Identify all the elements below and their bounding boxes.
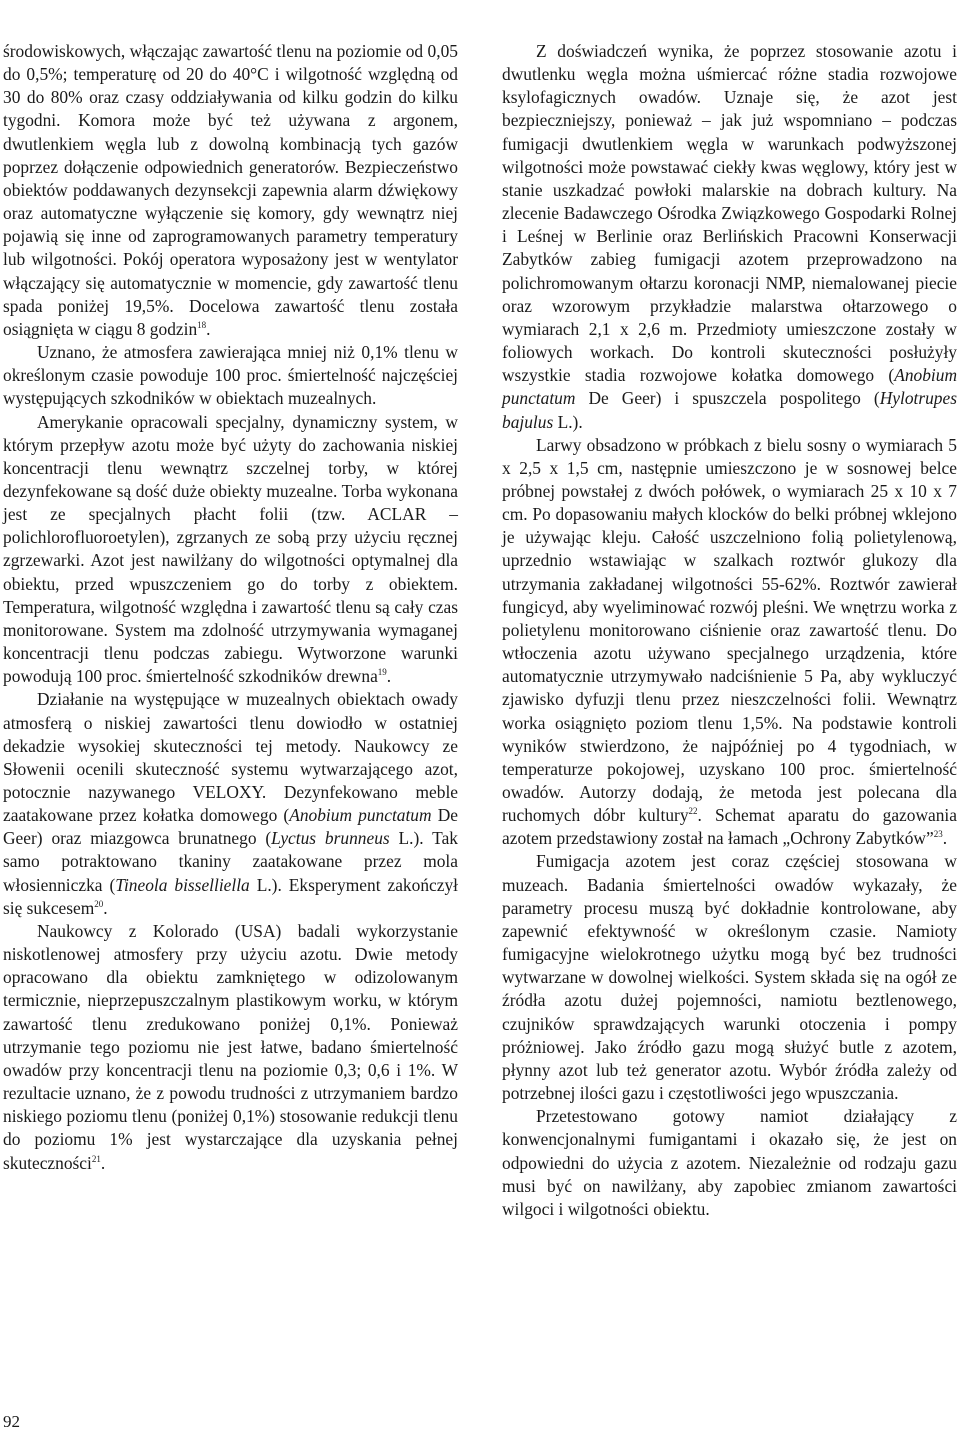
paragraph-text: . Schemat aparatu do gazowania azotem przedstawiony został na łamach „Ochrony Zabytków” xyxy=(502,805,957,849)
paragraph-text: De Geer) i spuszczela pospolitego ( xyxy=(575,388,880,409)
footnote-ref[interactable]: 23 xyxy=(933,829,943,840)
paragraph xyxy=(3,411,458,689)
left-column xyxy=(3,40,458,1175)
paragraph xyxy=(3,688,458,920)
paragraph-text: Przetestowano gotowy namiot działający z konwencjonalnymi fumigantami i okazało się, że jest on odpowiedni do użycia z azotem. Niezależnie od rodzaju gazu musi być on nawilżany, aby zapobiec zmianom zawartości wilgoci i wilgotności obiektu. xyxy=(502,1106,957,1219)
paragraph-text: . xyxy=(942,828,948,849)
footnote-ref[interactable]: 19 xyxy=(377,667,387,678)
paragraph-text: środowiskowych, włączając zawartość tlenu na poziomie od 0,05 do 0,5%; temperaturę od 20 do 40°C i wilgotność względną od 30 do 80% oraz czasy oddziaływania od kilku godzin do kilku tygodni. Komora może być też używana z argonem, dwutlenkiem węgla lub z dowolną kombinacją tych gazów poprzez dołączenie odpowiednich generatorów. Bezpieczeństwo obiektów poddawanych dezynsekcji zapewnia alarm dźwiękowy oraz automatyczne wyłączenie się komory, gdy wewnątrz niej pojawią się inne od zaprogramowanych parametry temperatury lub wilgotności. Pokój operatora wyposażony jest w wentylator włączający się automatycznie w momencie, gdy zawartość tlenu spada poniżej 19,5%. Docelowa zawartość tlenu została osiągnięta w ciągu 8 godzin xyxy=(3,41,458,339)
footnote-ref[interactable]: 18 xyxy=(197,320,207,331)
paragraph-text: L.). xyxy=(553,411,583,432)
paragraph-text: . xyxy=(386,666,392,687)
paragraph-text: Fumigacja azotem jest coraz częściej stosowana w muzeach. Badania śmiertelności owadów wykazały, że parametry procesu muszą być dokładnie kontrolowane, aby zapewnić efektywność w określonym czasie. Namioty fumigacyjne wielokrotnego użytku mogą być bez trudności wytwarzane w dowolnej wielkości. System składa się na ogół ze źródła azotu dużej pojemności, namiotu beztlenowego, czujników sprawdzających warunki otoczenia i pompy próżniowej. Jako źródło gazu mogą służyć butle z azotem, płynny azot lub też generator azotu. Wybór źródła zależy od potrzebnej ilości gazu i częstotliwości jego wpuszczania. xyxy=(502,851,957,1104)
species-name: Lyctus brunneus xyxy=(271,828,390,849)
paragraph-text: . xyxy=(206,318,211,339)
paragraph xyxy=(3,920,458,1175)
species-name: Hylotrupes bajulus xyxy=(502,388,957,432)
paragraph-text: Naukowcy z Kolorado (USA) badali wykorzystanie niskotlenowej atmosfery przy użyciu azotu. Dwie metody opracowano dla obiektu zamkniętego w odizolowanym termicznie, nieprzepuszczalnym plastikowym worku, w którym zawartość tlenu zredukowano poniżej 0,1%. Ponieważ utrzymanie tego poziomu nie jest łatwe, badano śmiertelność owadów przy koncentracji tlenu na poziomie 0,3; 0,6 i 1%. W rezultacie uznano, że z powodu trudności z utrzymaniem bardzo niskiego poziomu tlenu (poniżej 0,1%) stosowanie redukcji tlenu do poziomu 1% jest wystarczające dla uzyskania pełnej skuteczności xyxy=(3,920,458,1173)
species-name: Tineola bisselliella xyxy=(115,874,250,895)
right-column xyxy=(502,40,957,1221)
paragraph-text: . xyxy=(103,897,108,918)
paragraph-text: L.). Eksperyment zakończył się sukcesem xyxy=(3,874,458,918)
paragraph-text: Larwy obsadzono w próbkach z bielu sosny o wymiarach 5 x 2,5 x 1,5 cm, następnie umieszczono je w sosnowej belce próbnej powstałej z dwóch połówek, o wymiarach 25 x 10 x 7 cm. Po dopasowaniu małych klocków do belki próbnej wklejono je używając kleju. Całość uszczelniono folią polietylenową, uprzednio wstawiając w szalkach roztwór glukozy dla utrzymania zakładanej wilgotności 55-62%. Roztwór zawierał fungicyd, aby wyeliminować rozwój pleśni. We wnętrzu worka z polietylenu monitorowano ciśnienie oraz zawartość tlenu. Do wtłoczenia azotu używano specjalnego urządzenia, które automatycznie utrzymywało nadciśnienie 5 Pa, aby wykluczyć zjawisko dyfuzji tlenu przez nieszczelności folii. Wewnątrz worka osiągnięto poziom tlenu 1,5%. Na podstawie kontroli wyników stwierdzono, że najpóźniej po 4 tygodniach, w temperaturze pokojowej, uzyskano 100 proc. śmiertelność owadów. Autorzy dodają, że metoda jest polecana dla ruchomych dóbr kultury xyxy=(502,434,957,826)
footnote-ref[interactable]: 22 xyxy=(688,806,698,817)
paragraph xyxy=(502,850,957,1105)
species-name: Anobium punctatum xyxy=(289,805,432,826)
species-name: Anobium punctatum xyxy=(502,365,957,409)
paragraph xyxy=(502,1105,957,1221)
paragraph-text: L.). Tak samo potraktowano tkaniny zaatakowane przez mola włosienniczka ( xyxy=(3,828,458,895)
paragraph-text: Działanie na występujące w muzealnych obiektach owady atmosferą o niskiej zawartości tlenu dowiodło w ostatniej dekadzie wysokiej skuteczności tej metody. Naukowcy ze Słowenii ocenili skuteczność systemu wytwarzającego azot, potocznie nazywanego VELOXY. Dezynfekowano meble zaatakowane przez kołatka domowego ( xyxy=(3,689,458,826)
paragraph-text: De Geer) oraz miazgowca brunatnego ( xyxy=(3,805,458,849)
page-number: 92 xyxy=(3,1412,20,1431)
paragraph xyxy=(502,434,957,851)
paragraph-text: Z doświadczeń wynika, że poprzez stosowanie azotu i dwutlenku węgla można uśmiercać różne stadia rozwojowe ksylofagicznych owadów. Uznaje się, że azot jest bezpieczniejszy, ponieważ – jak już wspomniano – podczas fumigacji dwutlenkiem węgla w warunkach podwyższonej wilgotności może powstawać ciekły kwas węglowy, który jest w stanie uszkadzać powłoki malarskie na dobrach kultury. Na zlecenie Badawczego Ośrodka Związkowego Gospodarki Rolnej i Leśnej w Berlinie oraz Berlińskich Pracowni Konserwacji Zabytków zabieg fumigacji azotem przeprowadzono na polichromowanym ołtarzu koronacji NMP, niemalowanej piecie oraz wzorowym przykładzie malarstwa ołtarzowego o wymiarach 2,1 x 2,6 m. Przedmioty umieszczone zostały w foliowych workach. Do kontroli skuteczności posłużyły wszystkie stadia rozwojowe kołatka domowego ( xyxy=(502,41,957,386)
footnote-ref[interactable]: 21 xyxy=(91,1153,101,1164)
paragraph xyxy=(3,341,458,410)
paragraph-text: Amerykanie opracowali specjalny, dynamiczny system, w którym przepływ azotu może być użyty do zachowania niskiej koncentracji tlenu wewnątrz szczelnej torby, w której dezynfekowane są dość duże obiekty muzealne. Torba wykonana jest ze specjalnych płacht folii (tzw. ACLAR – polichlorofluoroetylen), zgrzanych ze sobą przy użyciu ręcznej zgrzewarki. Azot jest nawilżany do wilgotności optymalnej dla obiektu, przed wpuszczeniem go do torby z obiektem. Temperatura, wilgotność względna i zawartość tlenu są cały czas monitorowane. System ma zdolność utrzymywania wymaganej koncentracji tlenu podczas zabiegu. Wytworzone warunki powodują 100 proc. śmiertelność szkodników drewna xyxy=(3,411,458,687)
paragraph xyxy=(3,40,458,341)
paragraph xyxy=(502,40,957,434)
paragraph-text: Uznano, że atmosfera zawierająca mniej niż 0,1% tlenu w określonym czasie powoduje 100 proc. śmiertelność najczęściej występujących szkodników w obiektach muzealnych. xyxy=(3,342,458,409)
paragraph-text: . xyxy=(100,1152,106,1173)
footnote-ref[interactable]: 20 xyxy=(94,898,104,909)
